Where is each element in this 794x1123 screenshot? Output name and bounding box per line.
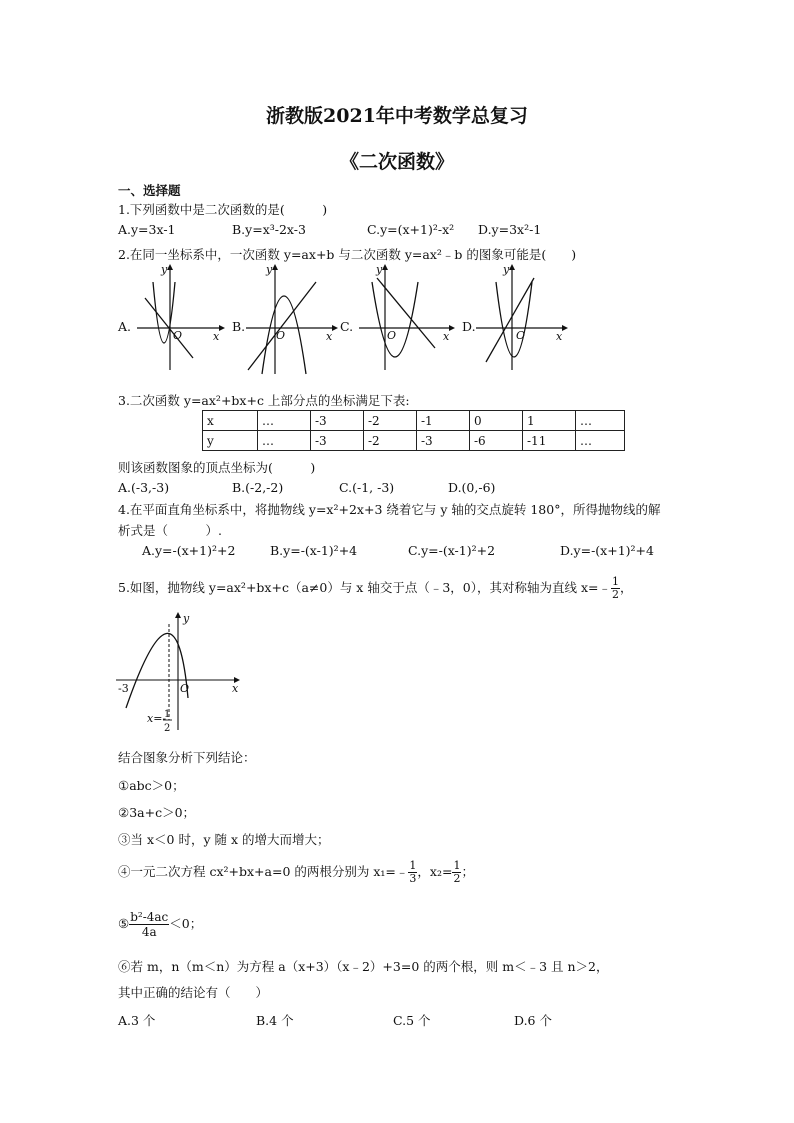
table-cell: y: [203, 431, 258, 451]
fraction-numerator: 1: [453, 859, 461, 872]
q5-figure-y-label: y: [183, 612, 190, 625]
q2-graph-a-origin: O: [173, 329, 183, 342]
q3-option-d: D.(0,-6): [448, 480, 496, 495]
q5-conclusion-6: ⑥若 m，n（m＜n）为方程 a（x+3）（x﹣2）+3=0 的两个根，则 m＜﹣3 且 n＞2，: [118, 959, 609, 974]
fraction-denominator: 2: [453, 872, 461, 885]
table-cell: -3: [417, 431, 470, 451]
q2-graph-b-y-label: y: [266, 263, 273, 276]
q5-option-c: C.5 个: [393, 1013, 431, 1028]
q3-option-b: B.(-2,-2): [232, 480, 284, 495]
table-row: [203, 411, 625, 431]
fraction-numerator: b²-4ac: [130, 910, 169, 924]
q5-intro: 结合图象分析下列结论：: [118, 750, 256, 765]
q4-option-d: D.y=-(x+1)²+4: [560, 543, 654, 558]
q3-option-c: C.(-1, -3): [339, 480, 395, 495]
table-cell: …: [258, 411, 311, 431]
q1-option-d: D.y=3x²-1: [478, 222, 542, 237]
table-cell: …: [576, 431, 625, 451]
q5-conclusion-3: ③当 x＜0 时，y 随 x 的增大而增大；: [118, 832, 330, 847]
table-cell: 1: [523, 411, 576, 431]
table-cell: …: [258, 431, 311, 451]
q5-figure-origin: O: [180, 682, 190, 695]
q2-graph-c-origin: O: [387, 329, 397, 342]
table-cell: -3: [311, 431, 364, 451]
q2-graph-b: [242, 262, 338, 376]
fraction-denominator: 3: [409, 872, 417, 885]
fraction-numerator: 1: [409, 859, 417, 872]
table-cell: -3: [311, 411, 364, 431]
q5-c5-fraction: [129, 910, 169, 939]
q5-c4-mid: ，x₂=: [417, 864, 453, 879]
q2-stem: 2.在同一坐标系中，一次函数 y=ax+b 与二次函数 y=ax²﹣b 的图象可能是( ): [118, 247, 577, 262]
q5-stem-text: 5.如图，抛物线 y=ax²+bx+c（a≠0）与 x 轴交于点（﹣3，0），其对称轴为直线 x=﹣: [118, 580, 611, 595]
q4-option-b: B.y=-(x-1)²+4: [270, 543, 358, 558]
q2-option-b-label: B.: [232, 319, 246, 334]
table-cell: -2: [364, 431, 417, 451]
q2-graph-d-y-label: y: [503, 263, 510, 276]
q1-option-a: A.y=3x-1: [118, 222, 176, 237]
q5-parabola-figure: [112, 610, 244, 734]
q2-option-c-label: C.: [340, 319, 354, 334]
fraction-denominator: 4a: [141, 925, 157, 939]
q5-figure-axis-frac-num: 1: [164, 709, 171, 720]
table-cell: -1: [417, 411, 470, 431]
q2-option-d-label: D.: [462, 319, 476, 334]
q5-stem: [118, 576, 633, 601]
q4-option-a: A.y=-(x+1)²+2: [142, 543, 236, 558]
q3-value-table: [202, 410, 625, 451]
q5-option-d: D.6 个: [514, 1013, 552, 1028]
q5-conclusion-4: [118, 860, 474, 885]
q5-figure-point-label: -3: [118, 682, 129, 695]
q2-graph-c-x-label: x: [443, 330, 450, 343]
q5-figure-x-label: x: [232, 682, 239, 695]
q1-stem: 1.下列函数中是二次函数的是( ): [118, 202, 328, 217]
fraction-numerator: 1: [611, 575, 619, 588]
q2-graph-d-origin: O: [516, 329, 526, 342]
q5-question: 其中正确的结论有（ ）: [118, 985, 269, 1000]
q2-graph-b-x-label: x: [326, 330, 333, 343]
q3-question: 则该函数图象的顶点坐标为( ): [118, 460, 316, 475]
q2-graph-a-y-label: y: [161, 263, 168, 276]
q5-c4-end: ；: [461, 864, 474, 879]
q5-stem-end: ，: [619, 580, 633, 595]
q5-conclusion-1: ①abc＞0；: [118, 778, 185, 793]
table-cell: x: [203, 411, 258, 431]
q3-stem: 3.二次函数 y=ax²+bx+c 上部分点的坐标满足下表:: [118, 393, 410, 408]
table-cell: -6: [470, 431, 523, 451]
q4-stem-line1: 4.在平面直角坐标系中，将抛物线 y=x²+2x+3 绕着它与 y 轴的交点旋转 180°，所得抛物线的解: [118, 502, 661, 517]
q2-graph-b-origin: O: [276, 329, 286, 342]
table-cell: 0: [470, 411, 523, 431]
q5-figure-axis-label: x=-: [147, 712, 167, 725]
q1-option-c: C.y=(x+1)²-x²: [367, 222, 455, 237]
q4-stem-line2: 析式是（ ）.: [118, 523, 222, 538]
q5-c5-prefix: ⑤: [118, 916, 130, 931]
q5-conclusion-2: ②3a+c＞0；: [118, 805, 196, 820]
q5-option-a: A.3 个: [118, 1013, 156, 1028]
page-subtitle: 《二次函数》: [339, 151, 454, 173]
q5-c5-end: ＜0；: [169, 916, 203, 931]
section-heading: 一、选择题: [118, 183, 181, 198]
q5-option-b: B.4 个: [256, 1013, 294, 1028]
q1-option-b: B.y=x³-2x-3: [232, 222, 306, 237]
q5-figure-axis-frac-den: 2: [164, 723, 171, 734]
q2-graph-c-y-label: y: [376, 263, 383, 276]
page-title: 浙教版2021年中考数学总复习: [266, 105, 528, 127]
q2-graph-a: [133, 262, 225, 372]
q5-stem-fraction: [611, 576, 620, 601]
q5-c4-text: ④一元二次方程 cx²+bx+a=0 的两根分别为 x₁=﹣: [118, 864, 409, 879]
fraction-denominator: 2: [611, 588, 619, 601]
table-cell: -2: [364, 411, 417, 431]
table-cell: …: [576, 411, 625, 431]
q2-graph-c: [355, 262, 455, 372]
q3-option-a: A.(-3,-3): [118, 480, 170, 495]
q2-option-a-label: A.: [118, 319, 132, 334]
table-cell: -11: [523, 431, 576, 451]
table-row: [203, 431, 625, 451]
q2-graph-d: [472, 262, 568, 372]
q2-graph-a-x-label: x: [213, 330, 220, 343]
q4-option-c: C.y=-(x-1)²+2: [408, 543, 496, 558]
q5-conclusion-5: [118, 910, 202, 939]
q2-graph-d-x-label: x: [556, 330, 563, 343]
